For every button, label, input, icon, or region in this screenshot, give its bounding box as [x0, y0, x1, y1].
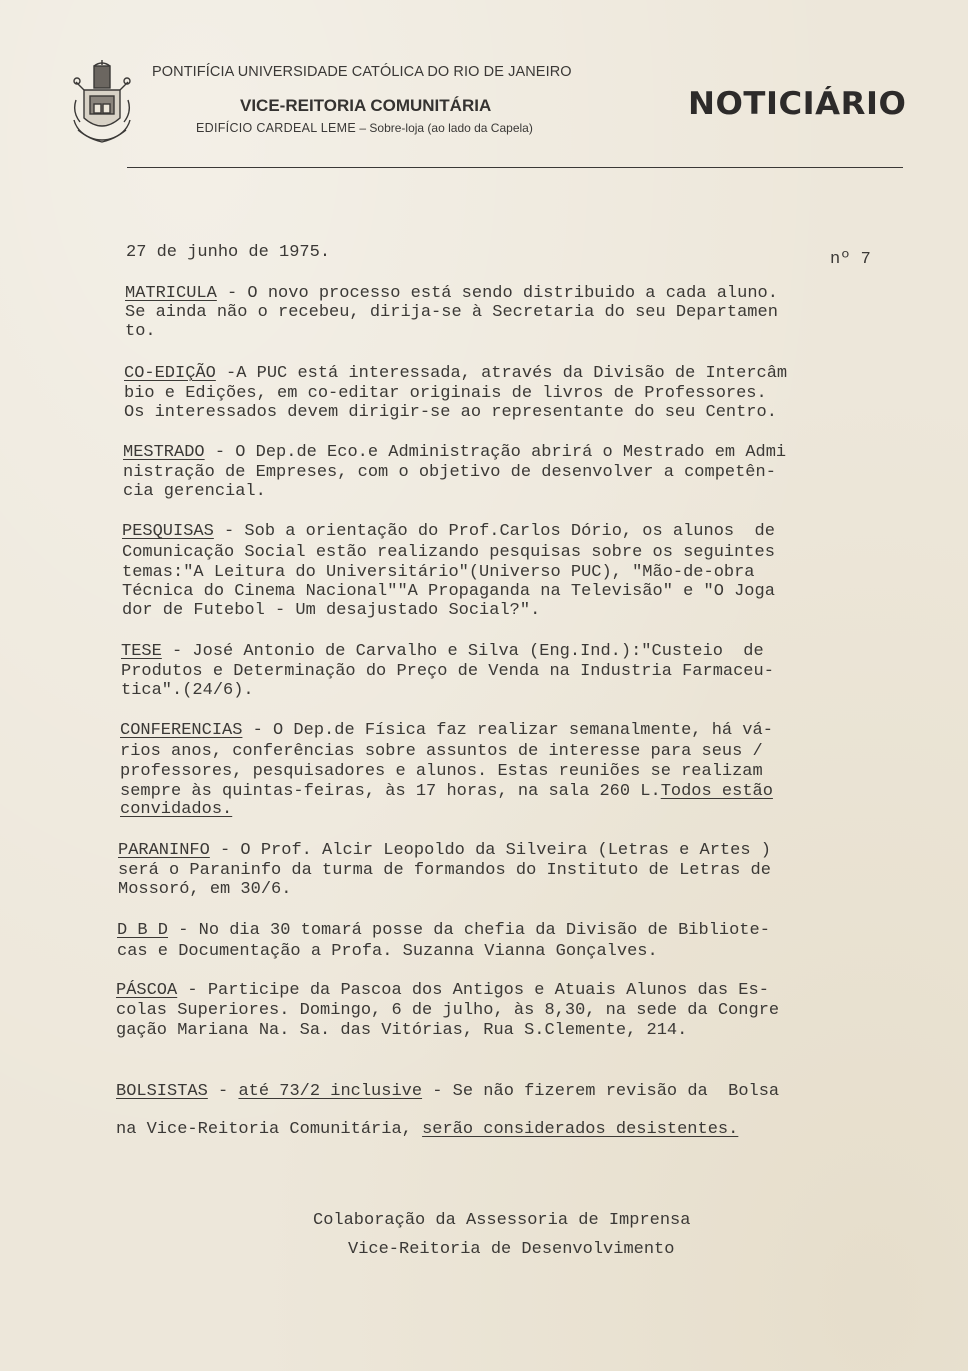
- item-line: [122, 522, 775, 541]
- item-line: Comunicação Social estão realizando pesquisas sobre os seguintes: [122, 543, 775, 562]
- item-line: to.: [125, 322, 156, 341]
- item-heading: PESQUISAS: [122, 522, 214, 541]
- item-line: [125, 284, 778, 303]
- item-line: [123, 443, 786, 462]
- item-line: [117, 921, 770, 940]
- footer-credit-line-1: Colaboração da Assessoria de Imprensa: [313, 1211, 691, 1230]
- header-divider: [127, 167, 903, 168]
- address-detail: – Sobre-loja (ao lado da Capela): [356, 121, 533, 135]
- address-building: EDIFÍCIO CARDEAL LEME: [196, 121, 357, 135]
- item-line: [120, 782, 773, 801]
- item-line: [120, 721, 773, 740]
- emphasis-text: serão considerados desistentes.: [422, 1120, 739, 1139]
- item-text: na Vice-Reitoria Comunitária,: [116, 1120, 423, 1139]
- emphasis-text: até 73/2 inclusive: [238, 1082, 423, 1101]
- item-line: [118, 841, 771, 860]
- footer-credit-line-2: Vice-Reitoria de Desenvolvimento: [348, 1240, 675, 1259]
- item-line: temas:"A Leitura do Universitário"(Universo PUC), "Mão-de-obra: [122, 563, 755, 582]
- item-text: sempre às quintas-feiras, às 17 horas, na sala 260 L.: [120, 782, 661, 801]
- item-text: - Participe da Pascoa dos Antigos e Atuais Alunos das Es-: [177, 981, 769, 1000]
- item-heading: PARANINFO: [118, 841, 210, 860]
- item-line: [120, 800, 232, 819]
- department-name: VICE-REITORIA COMUNITÁRIA: [240, 96, 492, 115]
- item-text: - O Dep.de Física faz realizar semanalmente, há vá-: [242, 721, 773, 740]
- item-line: será o Paraninfo da turma de formandos do Instituto de Letras de: [118, 861, 771, 880]
- university-name: PONTIFÍCIA UNIVERSIDADE CATÓLICA DO RIO DE JANEIRO: [152, 64, 572, 80]
- item-line: Produtos e Determinação do Preço de Venda na Industria Farmaceu-: [121, 662, 774, 681]
- item-text: - O Prof. Alcir Leopoldo da Silveira (Letras e Artes ): [209, 841, 771, 860]
- item-line: nistração de Empreses, com o objetivo de desenvolver a competên-: [123, 463, 776, 482]
- item-heading: BOLSISTAS: [116, 1082, 208, 1101]
- item-heading: CONFERENCIAS: [120, 721, 243, 740]
- item-heading: MATRICULA: [125, 284, 217, 303]
- item-heading: D B D: [117, 921, 169, 940]
- item-line: rios anos, conferências sobre assuntos de interesse para seus /: [120, 742, 763, 761]
- item-line: professores, pesquisadores e alunos. Estas reuniões se realizam: [120, 762, 763, 781]
- item-text: - Se não fizerem revisão da Bolsa: [422, 1082, 780, 1101]
- item-line: bio e Edições, em co-editar originais de livros de Professores.: [124, 384, 767, 403]
- item-heading: CO-EDIÇÃO: [124, 364, 216, 383]
- item-text: - O Dep.de Eco.e Administração abrirá o Mestrado em Admi: [204, 443, 787, 462]
- item-line: Os interessados devem dirigir-se ao representante do seu Centro.: [124, 403, 777, 422]
- emphasis-text: Todos estão: [660, 782, 773, 801]
- issue-date: 27 de junho de 1975.: [126, 243, 331, 262]
- item-line: cas e Documentação a Profa. Suzanna Vianna Gonçalves.: [117, 942, 658, 961]
- item-line: colas Superiores. Domingo, 6 de julho, às 8,30, na sede da Congre: [116, 1001, 780, 1020]
- address: [196, 121, 533, 135]
- publication-title: NOTICIÁRIO: [688, 86, 907, 122]
- item-heading: TESE: [121, 642, 162, 661]
- university-crest-icon: [70, 60, 134, 150]
- item-text: - No dia 30 tomará posse da chefia da Divisão de Bibliote-: [168, 921, 770, 940]
- issue-number: nº 7: [830, 250, 871, 269]
- item-heading: MESTRADO: [123, 443, 205, 462]
- item-line: Mossoró, em 30/6.: [118, 880, 292, 899]
- item-line: [116, 1120, 738, 1139]
- item-text: - Sob a orientação do Prof.Carlos Dório, os alunos de: [213, 522, 775, 541]
- item-line: tica".(24/6).: [121, 681, 254, 700]
- item-heading: PÁSCOA: [116, 981, 178, 1000]
- item-line: [116, 1082, 779, 1101]
- item-text: - O novo processo está sendo distribuido a cada aluno.: [216, 284, 778, 303]
- item-text: -: [207, 1082, 239, 1101]
- item-line: dor de Futebol - Um desajustado Social?".: [122, 601, 541, 620]
- item-line: [121, 642, 764, 661]
- item-line: cia gerencial.: [123, 482, 266, 501]
- item-line: Se ainda não o recebeu, dirija-se à Secretaria do seu Departamen: [125, 303, 778, 322]
- item-text: -A PUC está interessada, através da Divisão de Intercâm: [215, 364, 788, 383]
- emphasis-text: convidados.: [120, 800, 233, 819]
- item-line: Técnica do Cinema Nacional""A Propaganda na Televisão" e "O Joga: [122, 582, 775, 601]
- item-line: [116, 981, 769, 1000]
- item-text: - José Antonio de Carvalho e Silva (Eng.Ind.):"Custeio de: [161, 642, 764, 661]
- item-line: [124, 364, 787, 383]
- item-line: gação Mariana Na. Sa. das Vitórias, Rua S.Clemente, 214.: [116, 1021, 688, 1040]
